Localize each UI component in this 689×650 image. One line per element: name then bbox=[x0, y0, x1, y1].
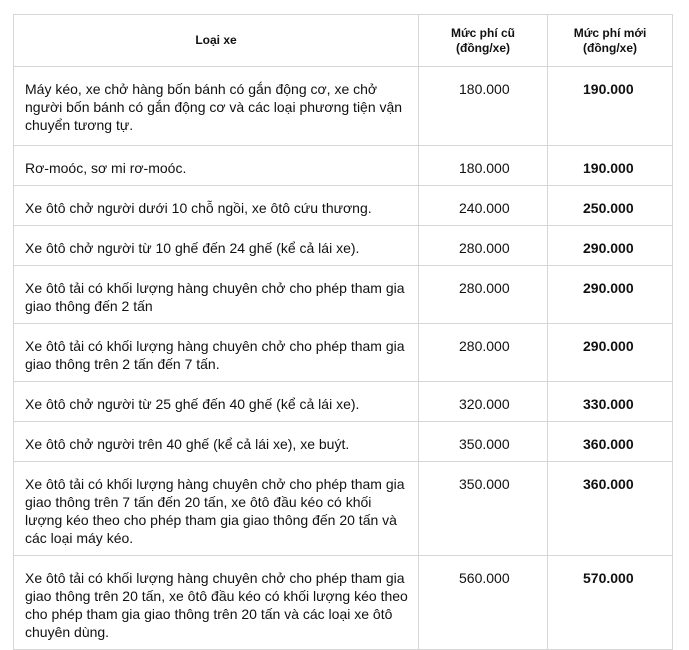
vehicle-type-cell: Xe ôtô tải có khối lượng hàng chuyên chở cho phép tham gia giao thông trên 7 tấn đến 20 tấn, xe ôtô đầu kéo có khối lượng kéo theo cho phép tham gia giao thông đến 20 tấn và các loại máy kéo. bbox=[14, 462, 419, 556]
new-fee-cell: 290.000 bbox=[548, 266, 673, 324]
header-new-fee-unit: (đồng/xe) bbox=[583, 40, 637, 55]
table-row bbox=[14, 556, 673, 650]
table-body bbox=[14, 67, 673, 650]
header-new-fee bbox=[548, 15, 673, 67]
vehicle-type-cell: Máy kéo, xe chở hàng bốn bánh có gắn động cơ, xe chở người bốn bánh có gắn động cơ và các loại phương tiện vận chuyển tương tự. bbox=[14, 67, 419, 146]
vehicle-type-cell: Xe ôtô tải có khối lượng hàng chuyên chở cho phép tham gia giao thông trên 2 tấn đến 7 tấn. bbox=[14, 324, 419, 382]
old-fee-cell: 350.000 bbox=[419, 422, 548, 462]
vehicle-type-cell: Xe ôtô tải có khối lượng hàng chuyên chở cho phép tham gia giao thông trên 20 tấn, xe ôtô đầu kéo có khối lượng kéo theo cho phép tham gia giao thông trên 20 tấn và các loại xe ôtô chuyên dùng. bbox=[14, 556, 419, 650]
table-row bbox=[14, 266, 673, 324]
table-row bbox=[14, 226, 673, 266]
new-fee-cell: 360.000 bbox=[548, 462, 673, 556]
old-fee-cell: 350.000 bbox=[419, 462, 548, 556]
table-row bbox=[14, 146, 673, 186]
vehicle-type-cell: Rơ-moóc, sơ mi rơ-moóc. bbox=[14, 146, 419, 186]
new-fee-cell: 360.000 bbox=[548, 422, 673, 462]
header-old-fee-unit: (đồng/xe) bbox=[456, 40, 510, 55]
vehicle-type-cell: Xe ôtô chở người từ 25 ghế đến 40 ghế (kể cả lái xe). bbox=[14, 382, 419, 422]
table-header bbox=[14, 15, 673, 67]
new-fee-cell: 190.000 bbox=[548, 67, 673, 146]
new-fee-cell: 190.000 bbox=[548, 146, 673, 186]
table-row bbox=[14, 67, 673, 146]
fee-table bbox=[13, 14, 673, 650]
table-row bbox=[14, 186, 673, 226]
new-fee-cell: 290.000 bbox=[548, 324, 673, 382]
table-row bbox=[14, 462, 673, 556]
old-fee-cell: 180.000 bbox=[419, 146, 548, 186]
old-fee-cell: 320.000 bbox=[419, 382, 548, 422]
vehicle-type-cell: Xe ôtô chở người từ 10 ghế đến 24 ghế (kể cả lái xe). bbox=[14, 226, 419, 266]
new-fee-cell: 330.000 bbox=[548, 382, 673, 422]
header-old-fee bbox=[419, 15, 548, 67]
old-fee-cell: 560.000 bbox=[419, 556, 548, 650]
new-fee-cell: 290.000 bbox=[548, 226, 673, 266]
old-fee-cell: 280.000 bbox=[419, 226, 548, 266]
old-fee-cell: 280.000 bbox=[419, 266, 548, 324]
old-fee-cell: 280.000 bbox=[419, 324, 548, 382]
vehicle-type-cell: Xe ôtô tải có khối lượng hàng chuyên chở cho phép tham gia giao thông đến 2 tấn bbox=[14, 266, 419, 324]
old-fee-cell: 240.000 bbox=[419, 186, 548, 226]
table-row bbox=[14, 382, 673, 422]
header-new-fee-label: Mức phí mới bbox=[573, 25, 647, 40]
vehicle-type-cell: Xe ôtô chở người trên 40 ghế (kể cả lái xe), xe buýt. bbox=[14, 422, 419, 462]
new-fee-cell: 570.000 bbox=[548, 556, 673, 650]
old-fee-cell: 180.000 bbox=[419, 67, 548, 146]
vehicle-type-cell: Xe ôtô chở người dưới 10 chỗ ngồi, xe ôtô cứu thương. bbox=[14, 186, 419, 226]
table-row bbox=[14, 422, 673, 462]
header-old-fee-label: Mức phí cũ bbox=[450, 25, 516, 40]
header-vehicle-type: Loại xe bbox=[14, 15, 419, 67]
new-fee-cell: 250.000 bbox=[548, 186, 673, 226]
table-row bbox=[14, 324, 673, 382]
